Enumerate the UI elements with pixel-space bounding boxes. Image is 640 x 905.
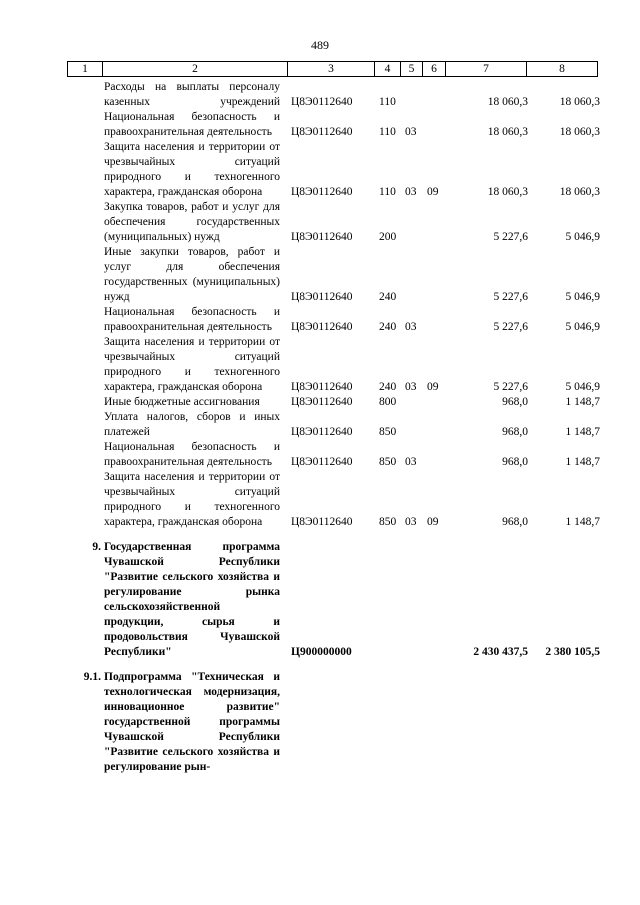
row-col8: 5 046,9 <box>565 291 600 303</box>
table-row <box>67 335 609 395</box>
row-col5: 03 <box>405 186 417 198</box>
row-name: Иные закупки товаров, работ и услуг для обеспечения государственных (муниципальных) нужд <box>104 246 280 303</box>
header-col-3: 3 <box>288 62 375 77</box>
table-row <box>67 470 609 530</box>
row-col4: 850 <box>379 516 397 528</box>
header-col-1: 1 <box>68 62 103 77</box>
header-col-4: 4 <box>375 62 401 77</box>
row-col8: 1 148,7 <box>565 396 600 408</box>
row-number: 9. <box>92 541 101 553</box>
row-code: Ц8Э0112640 <box>291 426 353 438</box>
row-code: Ц8Э0112640 <box>291 516 353 528</box>
row-col7: 5 227,6 <box>493 231 528 243</box>
table-header <box>67 61 598 77</box>
row-col6: 09 <box>427 381 439 393</box>
header-col-8: 8 <box>527 62 598 77</box>
table-row <box>67 200 609 245</box>
row-col7: 18 060,3 <box>487 186 528 198</box>
row-col6: 09 <box>427 186 439 198</box>
table-row <box>67 140 609 200</box>
table-row <box>67 440 609 470</box>
row-col5: 03 <box>405 381 417 393</box>
table-row <box>67 305 609 335</box>
row-name: Подпрограмма "Техническая и технологическая модернизация, инновационное развитие" государственной программы Чувашской Республики "Развитие сельского хозяйства и регулирование рын- <box>104 671 280 773</box>
table-row <box>67 245 609 305</box>
row-code: Ц8Э0112640 <box>291 321 353 333</box>
row-name: Защита населения и территории от чрезвычайных ситуаций природного и техногенного характера, гражданская оборона <box>104 336 280 393</box>
row-name: Защита населения и территории от чрезвычайных ситуаций природного и техногенного характера, гражданская оборона <box>104 471 280 528</box>
table-row <box>67 670 609 775</box>
row-name: Расходы на выплаты персоналу казенных учреждений <box>104 81 280 108</box>
row-name: Уплата налогов, сборов и иных платежей <box>104 411 280 438</box>
row-col8: 1 148,7 <box>565 426 600 438</box>
row-col4: 850 <box>379 426 397 438</box>
row-col5: 03 <box>405 456 417 468</box>
header-col-7: 7 <box>446 62 527 77</box>
row-name: Национальная безопасность и правоохранительная деятельность <box>104 306 280 333</box>
header-col-5: 5 <box>401 62 423 77</box>
row-code: Ц8Э0112640 <box>291 396 353 408</box>
row-code: Ц8Э0112640 <box>291 96 353 108</box>
row-col8: 5 046,9 <box>565 321 600 333</box>
row-col7: 5 227,6 <box>493 381 528 393</box>
table-row <box>67 395 609 410</box>
row-name: Закупка товаров, работ и услуг для обеспечения государственных (муниципальных) нужд <box>104 201 280 243</box>
row-col8: 2 380 105,5 <box>545 646 600 658</box>
row-col4: 200 <box>379 231 397 243</box>
row-name: Защита населения и территории от чрезвычайных ситуаций природного и техногенного характера, гражданская оборона <box>104 141 280 198</box>
row-col7: 968,0 <box>502 516 528 528</box>
header-col-6: 6 <box>423 62 446 77</box>
table-body <box>67 80 609 775</box>
table-row <box>67 410 609 440</box>
row-name: Иные бюджетные ассигнования <box>104 396 260 408</box>
row-col5: 03 <box>405 516 417 528</box>
row-col4: 240 <box>379 321 397 333</box>
row-col7: 18 060,3 <box>487 96 528 108</box>
row-name: Национальная безопасность и правоохранительная деятельность <box>104 111 280 138</box>
header-col-2: 2 <box>103 62 288 77</box>
row-number: 9.1. <box>83 671 101 683</box>
row-col4: 240 <box>379 381 397 393</box>
row-col8: 1 148,7 <box>565 456 600 468</box>
row-code: Ц8Э0112640 <box>291 231 353 243</box>
row-col7: 968,0 <box>502 426 528 438</box>
row-col4: 110 <box>379 186 396 198</box>
table-row <box>67 80 609 110</box>
table-row <box>67 110 609 140</box>
row-col4: 800 <box>379 396 397 408</box>
row-name: Государственная программа Чувашской Республики "Развитие сельского хозяйства и регулирование рынка сельскохозяйственной продукции, сырья и продовольствия Чувашской Республики" <box>104 541 280 658</box>
row-col7: 18 060,3 <box>487 126 528 138</box>
row-col4: 110 <box>379 126 396 138</box>
row-col8: 18 060,3 <box>559 186 600 198</box>
row-col7: 968,0 <box>502 456 528 468</box>
row-col8: 1 148,7 <box>565 516 600 528</box>
row-col5: 03 <box>405 321 417 333</box>
row-code: Ц8Э0112640 <box>291 186 353 198</box>
row-col4: 850 <box>379 456 397 468</box>
row-code: Ц8Э0112640 <box>291 381 353 393</box>
row-col6: 09 <box>427 516 439 528</box>
row-col8: 18 060,3 <box>559 96 600 108</box>
row-col5: 03 <box>405 126 417 138</box>
row-code: Ц8Э0112640 <box>291 456 353 468</box>
page-number: 489 <box>311 38 329 52</box>
row-col4: 110 <box>379 96 396 108</box>
row-name: Национальная безопасность и правоохранительная деятельность <box>104 441 280 468</box>
row-col7: 5 227,6 <box>493 291 528 303</box>
row-col7: 5 227,6 <box>493 321 528 333</box>
row-col8: 5 046,9 <box>565 231 600 243</box>
row-col7: 968,0 <box>502 396 528 408</box>
row-code: Ц8Э0112640 <box>291 291 353 303</box>
row-code: Ц8Э0112640 <box>291 126 353 138</box>
row-col7: 2 430 437,5 <box>473 646 528 658</box>
row-col8: 5 046,9 <box>565 381 600 393</box>
table-row <box>67 540 609 660</box>
row-code: Ц900000000 <box>291 646 352 658</box>
row-col8: 18 060,3 <box>559 126 600 138</box>
row-col4: 240 <box>379 291 397 303</box>
